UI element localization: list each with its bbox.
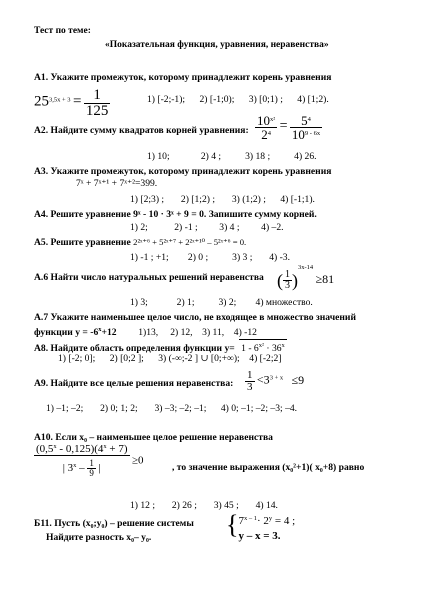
a6-option-4[interactable]: 4) множество.: [255, 297, 313, 308]
question-a9-inequality: $\frac{1}{3}$ $<3^{3 + x} \le 9$: [247, 369, 305, 393]
a8-option-1[interactable]: 1) [-2; 0];: [58, 353, 96, 364]
b11-system: { $7^{x - 1}\cdot 2^y = 4$ ; y – x = 3.: [226, 510, 296, 542]
a8-radical: $1 - 6^{x^2} \cdot 36^x$: [239, 339, 287, 354]
question-a3: [34, 166, 331, 177]
question-a2: [34, 125, 249, 136]
a4-option-4[interactable]: 4) –2.: [261, 222, 284, 233]
a3-option-3[interactable]: 3) (1;2) ;: [231, 194, 266, 205]
question-a4: [34, 209, 317, 220]
a5-option-4[interactable]: 4) -3.: [269, 252, 290, 263]
a1-option-2[interactable]: 2) [-1;0);: [199, 94, 235, 105]
a4-option-1[interactable]: 1) 2;: [130, 222, 148, 233]
page-title: «Показательная функция, уравнения, неравенства»: [105, 40, 329, 50]
question-a8: [34, 339, 287, 354]
question-a6-inequality: ( $\frac{1}{3}$ )$^{3x-14}$ ≥81: [277, 264, 335, 292]
a2-option-4[interactable]: 4) 26.: [294, 151, 317, 162]
page-header-topic: Тест по теме:: [34, 26, 91, 36]
a9-option-3[interactable]: 3) –3; –2; –1;: [154, 403, 207, 414]
a3-option-2[interactable]: 2) [1;2) ;: [180, 194, 216, 205]
a8-option-3[interactable]: 3) (-∞;-2 ] ∪ [0;+∞);: [158, 353, 240, 364]
a2-right-fraction: $\frac{5^4}{10^{9 - 6x}}$: [291, 113, 321, 142]
a6-option-1[interactable]: 1) 3;: [130, 297, 148, 308]
question-a6: [34, 272, 264, 283]
question-a2-text: А2. Найдите сумму квадратов корней уравнения:: [34, 125, 249, 136]
question-a4-options: [130, 222, 284, 233]
a10-fraction: (0,5$^x$ - 0,125)(4$^x$ + 7) | 3$^x$ – $\frac{1}{9}$ |: [36, 443, 128, 478]
a3-equation-text: 7ˣ + 7ˣ⁺¹ + 7ˣ⁺²=399.: [76, 178, 158, 189]
question-a10-text: А10. Если x₀ – наименьшее целое решение неравенства: [34, 432, 273, 443]
a4-option-2[interactable]: 2) -1 ;: [174, 222, 198, 233]
a6-option-3[interactable]: 3) 2;: [218, 297, 237, 308]
a2-option-1[interactable]: 1) 10;: [147, 151, 170, 162]
a7-option-4[interactable]: 4) -12: [233, 327, 257, 338]
question-a2-options: [147, 151, 317, 162]
question-a10-inequality: (0,5$^x$ - 0,125)(4$^x$ + 7) | 3$^x$ – $\frac{1}{9}$ | ≥0: [36, 443, 144, 478]
question-a7-line1: А.7 Укажите наименьшее целое число, не входящее в множество значений: [34, 312, 356, 323]
question-a1-options: [147, 94, 329, 105]
question-a10-options: [130, 500, 278, 511]
a6-base-fraction: $\frac{1}{3}$: [285, 269, 290, 292]
a1-eq-exp: 3,5x + 3: [49, 96, 71, 104]
a10-option-4[interactable]: 4) 14.: [255, 500, 278, 511]
a2-option-2[interactable]: 2) 4 ;: [200, 151, 222, 162]
question-a1: [34, 72, 331, 83]
question-a8-text: А8. Найдите область определения функции у=: [34, 343, 235, 354]
question-a6-options: [130, 297, 313, 308]
a6-exponent: 3x-14: [298, 264, 314, 271]
a1-eq-fraction: $\frac{1}{125}$: [85, 87, 109, 119]
question-a5-text: А5. Решите уравнение: [34, 237, 131, 248]
question-a8-options: [58, 353, 282, 364]
a4-option-3[interactable]: 3) 4 ;: [219, 222, 240, 233]
a2-option-3[interactable]: 3) 18 ;: [245, 151, 271, 162]
a9-lhs-fraction: $\frac{1}{3}$: [247, 369, 253, 393]
a9-option-2[interactable]: 2) 0; 1; 2;: [100, 403, 138, 414]
a6-rhs: ≥81: [315, 272, 335, 286]
question-a2-equation: $\frac{10^{x^2}}{2^4}$ = $\frac{5^4}{10^{9 - 6x}}$: [257, 113, 321, 142]
question-a10-after: , то значение выражения (x₀²+1)( x₀+8) равно: [172, 462, 365, 473]
question-b11-line2: Найдите разность x₀– y₀.: [46, 532, 152, 543]
question-a9-options: [46, 403, 297, 414]
a10-option-1[interactable]: 1) 12 ;: [130, 500, 156, 511]
question-a9: [34, 378, 233, 389]
question-a4-text: А4. Решите уравнение 9ˣ - 10 · 3ˣ + 9 = 0. Запишите сумму корней.: [34, 209, 317, 220]
a6-option-2[interactable]: 2) 1;: [176, 297, 195, 308]
a9-option-1[interactable]: 1) –1; –2;: [46, 403, 84, 414]
a5-option-3[interactable]: 3) 3 ;: [232, 252, 253, 263]
question-a7-line2: функции $у = -6^x+12$ 1)13, 2) 12, 3) 11, 4) -12: [34, 326, 257, 338]
a1-option-3[interactable]: 3) [0;1) ;: [248, 94, 283, 105]
a8-option-2[interactable]: 2) [0;2 ];: [109, 353, 144, 364]
question-a5: [34, 237, 246, 248]
a7-option-3[interactable]: 3) 11,: [202, 327, 225, 338]
question-a3-text: А3. Укажите промежуток, которому принадлежит корень уравнения: [34, 166, 332, 177]
question-a7: [34, 312, 356, 323]
a3-option-1[interactable]: 1) [2;3) ;: [130, 194, 165, 205]
a1-option-4[interactable]: 4) [1;2).: [297, 94, 329, 105]
question-b11-line1: Б11. Пусть (x₀;y₀) – решение системы: [34, 518, 194, 529]
question-a6-text: А.6 Найти число натуральных решений неравенства: [34, 272, 264, 283]
a1-option-1[interactable]: 1) [-2;-1);: [147, 94, 186, 105]
a1-eq-base: 25: [34, 93, 49, 110]
a10-option-2[interactable]: 2) 26 ;: [171, 500, 197, 511]
a5-equation-text: 2²ˣ⁺⁶ + 5²ˣ⁺⁷ + 2²ˣ⁺¹⁰ – 5²ˣ⁺⁶ = 0.: [133, 237, 247, 247]
question-a9-text: А9. Найдите все целые решения неравенства:: [34, 378, 234, 389]
a7-option-1[interactable]: 1)13,: [138, 327, 159, 338]
a9-option-4[interactable]: 4) 0; –1; –2; –3; –4.: [220, 403, 298, 414]
question-a1-equation: $25^{3,5x + 3}$ = $\frac{1}{125}$: [34, 87, 109, 119]
a7-option-2[interactable]: 2) 12,: [170, 327, 193, 338]
a3-option-4[interactable]: 4) [-1;1).: [280, 194, 315, 205]
question-a10: [34, 432, 273, 443]
a5-option-1[interactable]: 1) -1 ; +1;: [130, 252, 169, 263]
question-b11: [34, 518, 194, 529]
question-a3-options: [130, 194, 315, 205]
question-a5-options: [130, 252, 290, 263]
a5-option-2[interactable]: 2) 0 ;: [187, 252, 209, 263]
question-a3-equation: [76, 178, 157, 189]
a8-option-4[interactable]: 4) [-2;2]: [249, 353, 282, 364]
a10-option-3[interactable]: 3) 45 ;: [213, 500, 239, 511]
question-a1-text: А1. Укажите промежуток, которому принадлежит корень уравнения: [34, 72, 332, 83]
a2-left-fraction: $\frac{10^{x^2}}{2^4}$: [257, 113, 276, 142]
